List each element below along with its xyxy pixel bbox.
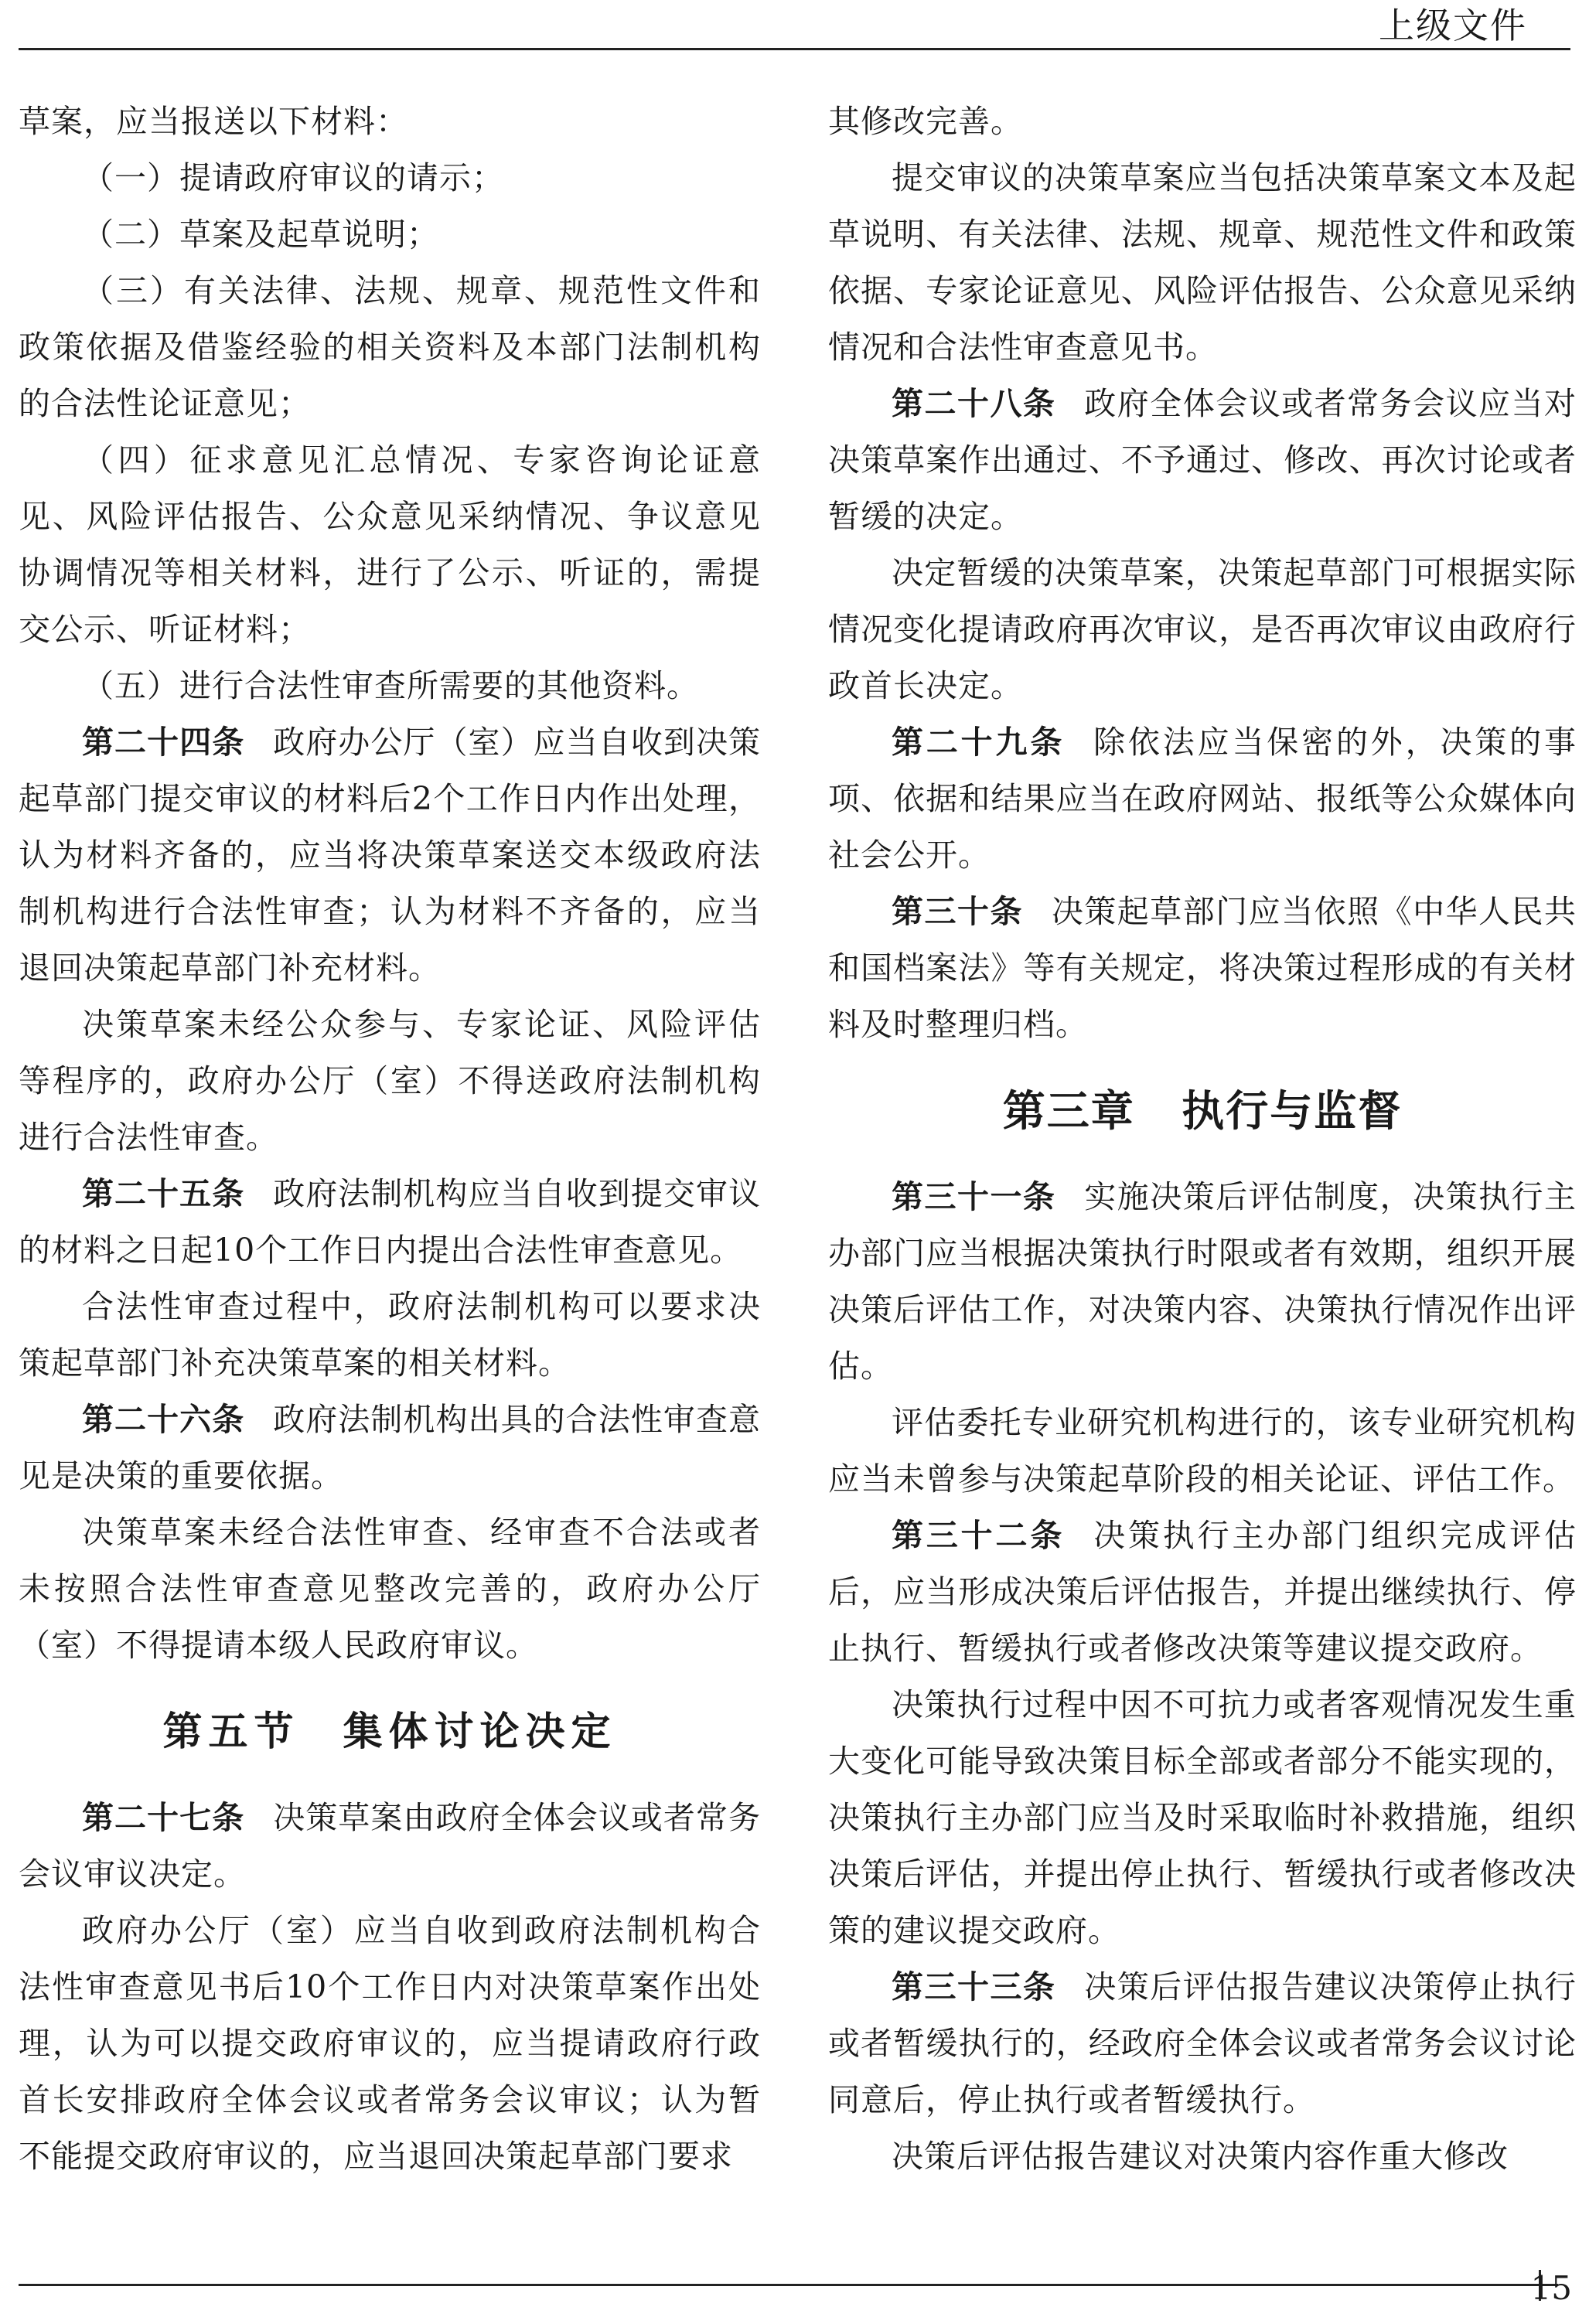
article-33 (828, 1959, 1577, 2128)
chapter-number: 第三章 (1002, 1086, 1135, 1136)
list-item: （一）提请政府审议的请示； (82, 159, 504, 196)
header-rule (19, 48, 1570, 50)
article-label: 第三十二条 (892, 1517, 1066, 1554)
article-31 (828, 1169, 1577, 1395)
paragraph: 决策后评估报告建议对决策内容作重大修改 (892, 2138, 1509, 2175)
list-item: （二）草案及起草说明； (82, 216, 439, 253)
article-29 (828, 714, 1577, 884)
article-label: 第二十五条 (82, 1175, 245, 1212)
article-label: 第二十八条 (892, 385, 1056, 422)
article-24 (19, 714, 761, 997)
paragraph: 决定暂缓的决策草案，决策起草部门可根据实际情况变化提请政府再次审议，是否再次审议由政府行政首长决定。 (828, 554, 1577, 704)
list-item: （五）进行合法性审查所需要的其他资料。 (82, 667, 699, 704)
article-25 (19, 1166, 761, 1279)
article-30 (828, 884, 1577, 1053)
paragraph: 政府办公厅（室）应当自收到政府法制机构合法性审查意见书后10个工作日内对决策草案作出处理，认为可以提交政府审议的，应当提请政府行政首长安排政府全体会议或者常务会议审议；认为暂不能提交政府审议的，应当退回决策起草部门要求 (19, 1912, 761, 2175)
article-text: 政府全体会议或者常务会议应当对决策草案作出通过、不予通过、修改、再次讨论或者暂缓的决定。 (828, 385, 1577, 535)
article-text: 决策起草部门应当依照《中华人民共和国档案法》等有关规定，将决策过程形成的有关材料及时整理归档。 (828, 893, 1577, 1043)
article-28 (828, 376, 1577, 545)
article-text: 决策后评估报告建议决策停止执行或者暂缓执行的，经政府全体会议或者常务会议讨论同意后，停止执行或者暂缓执行。 (828, 1968, 1577, 2118)
left-column (19, 94, 761, 2185)
article-label: 第二十四条 (82, 724, 245, 761)
article-text: 决策执行主办部门组织完成评估后，应当形成决策后评估报告，并提出继续执行、停止执行、暂缓执行或者修改决策等建议提交政府。 (828, 1517, 1577, 1667)
running-header-title: 上级文件 (1379, 5, 1527, 46)
article-label: 第二十七条 (82, 1799, 245, 1836)
article-text: 政府办公厅（室）应当自收到决策起草部门提交审议的材料后2个工作日内作出处理，认为材料齐备的，应当将决策草案送交本级政府法制机构进行合法性审查；认为材料不齐备的，应当退回决策起草部门补充材料。 (19, 724, 762, 987)
article-32 (828, 1508, 1577, 1677)
section-name: 集体讨论决定 (343, 1709, 617, 1755)
right-column (828, 94, 1577, 2185)
list-item: （四）征求意见汇总情况、专家咨询论证意见、风险评估报告、公众意见采纳情况、争议意见协调情况等相关材料，进行了公示、听证的，需提交公示、听证材料； (19, 441, 761, 648)
article-26 (19, 1392, 761, 1504)
article-text: 政府法制机构应当自收到提交审议的材料之日起10个工作日内提出合法性审查意见。 (19, 1175, 762, 1269)
paragraph: 评估委托专业研究机构进行的，该专业研究机构应当未曾参与决策起草阶段的相关论证、评估工作。 (828, 1404, 1577, 1498)
footer-rule (19, 2284, 1558, 2286)
paragraph: 草案，应当报送以下材料： (19, 103, 408, 140)
article-text: 政府法制机构出具的合法性审查意见是决策的重要依据。 (19, 1401, 762, 1494)
page-number: 15 (1530, 2269, 1572, 2307)
section-number: 第五节 (162, 1709, 300, 1755)
paragraph: 决策草案未经合法性审查、经审查不合法或者未按照合法性审查意见整改完善的，政府办公厅（室）不得提请本级人民政府审议。 (19, 1514, 761, 1664)
article-text: 决策草案由政府全体会议或者常务会议审议决定。 (19, 1799, 762, 1893)
article-label: 第二十九条 (892, 724, 1066, 761)
article-27 (19, 1790, 761, 1903)
chapter-name: 执行与监督 (1182, 1086, 1403, 1136)
article-text: 实施决策后评估制度，决策执行主办部门应当根据决策执行时限或者有效期，组织开展决策后评估工作，对决策内容、决策执行情况作出评估。 (828, 1178, 1577, 1385)
paragraph: 合法性审查过程中，政府法制机构可以要求决策起草部门补充决策草案的相关材料。 (19, 1288, 761, 1382)
paragraph: 提交审议的决策草案应当包括决策草案文本及起草说明、有关法律、法规、规章、规范性文件和政策依据、专家论证意见、风险评估报告、公众意见采纳情况和合法性审查意见书。 (828, 159, 1577, 366)
paragraph: 决策草案未经公众参与、专家论证、风险评估等程序的，政府办公厅（室）不得送政府法制机构进行合法性审查。 (19, 1006, 761, 1156)
article-label: 第三十一条 (892, 1178, 1056, 1215)
article-label: 第三十条 (892, 893, 1023, 930)
list-item: （三）有关法律、法规、规章、规范性文件和政策依据及借鉴经验的相关资料及本部门法制机构的合法性论证意见； (19, 272, 761, 422)
article-label: 第二十六条 (82, 1401, 245, 1438)
chapter-heading (828, 1053, 1577, 1169)
article-text: 除依法应当保密的外，决策的事项、依据和结果应当在政府网站、报纸等公众媒体向社会公开。 (828, 724, 1577, 874)
paragraph: 其修改完善。 (828, 103, 1023, 140)
paragraph: 决策执行过程中因不可抗力或者客观情况发生重大变化可能导致决策目标全部或者部分不能实现的，决策执行主办部门应当及时采取临时补救措施，组织决策后评估，并提出停止执行、暂缓执行或者修改决策的建议提交政府。 (828, 1686, 1577, 1949)
section-heading (19, 1674, 761, 1790)
article-label: 第三十三条 (892, 1968, 1056, 2005)
